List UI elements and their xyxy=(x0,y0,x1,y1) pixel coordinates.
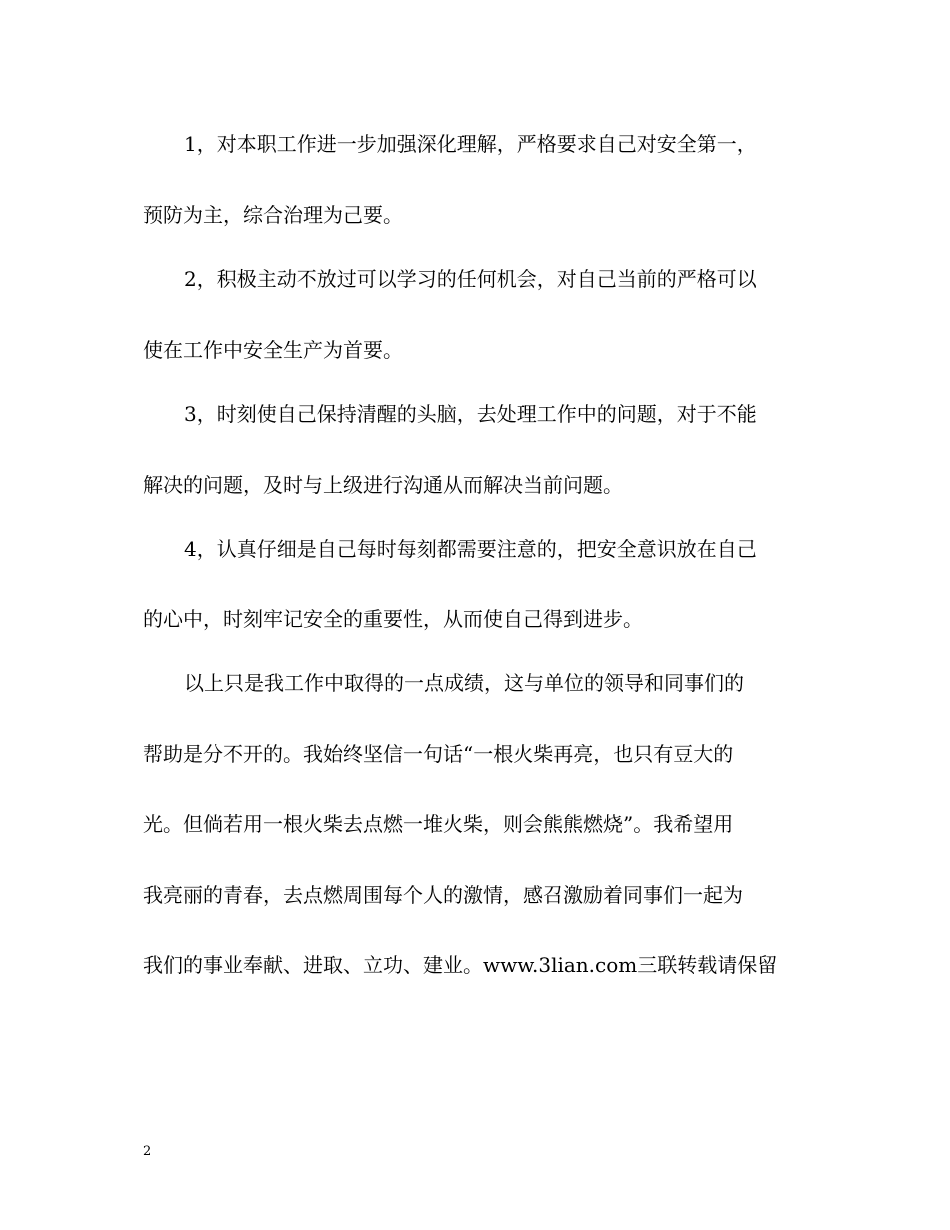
text-line: 以上只是我工作中取得的一点成绩，这与单位的领导和同事们的 xyxy=(184,671,744,695)
text-line: 2，积极主动不放过可以学习的任何机会，对自己当前的严格可以 xyxy=(184,267,757,291)
text-line: 预防为主，综合治理为己要。 xyxy=(143,203,403,227)
text-line: 4，认真仔细是自己每时每刻都需要注意的，把安全意识放在自己 xyxy=(184,537,757,561)
text-line: 使在工作中安全生产为首要。 xyxy=(143,338,403,362)
text-line: 光。但倘若用一根火柴去点燃一堆火柴，则会熊熊燃烧”。我希望用 xyxy=(143,812,734,836)
text-line: 的心中，时刻牢记安全的重要性，从而使自己得到进步。 xyxy=(143,607,643,631)
text-line: 我亮丽的青春，去点燃周围每个人的激情，感召激励着同事们一起为 xyxy=(143,883,743,907)
text-line: 3，时刻使自己保持清醒的头脑，去处理工作中的问题，对于不能 xyxy=(184,402,757,426)
text-line: 1，对本职工作进一步加强深化理解，严格要求自己对安全第一， xyxy=(184,132,757,156)
text-line: 帮助是分不开的。我始终坚信一句话“一根火柴再亮，也只有豆大的 xyxy=(143,742,734,766)
page-number: 2 xyxy=(143,1144,152,1159)
text-line: 我们的事业奉献、进取、立功、建业。www.3lian.com三联转载请保留 xyxy=(143,953,778,977)
text-line: 解决的问题，及时与上级进行沟通从而解决当前问题。 xyxy=(143,473,623,497)
